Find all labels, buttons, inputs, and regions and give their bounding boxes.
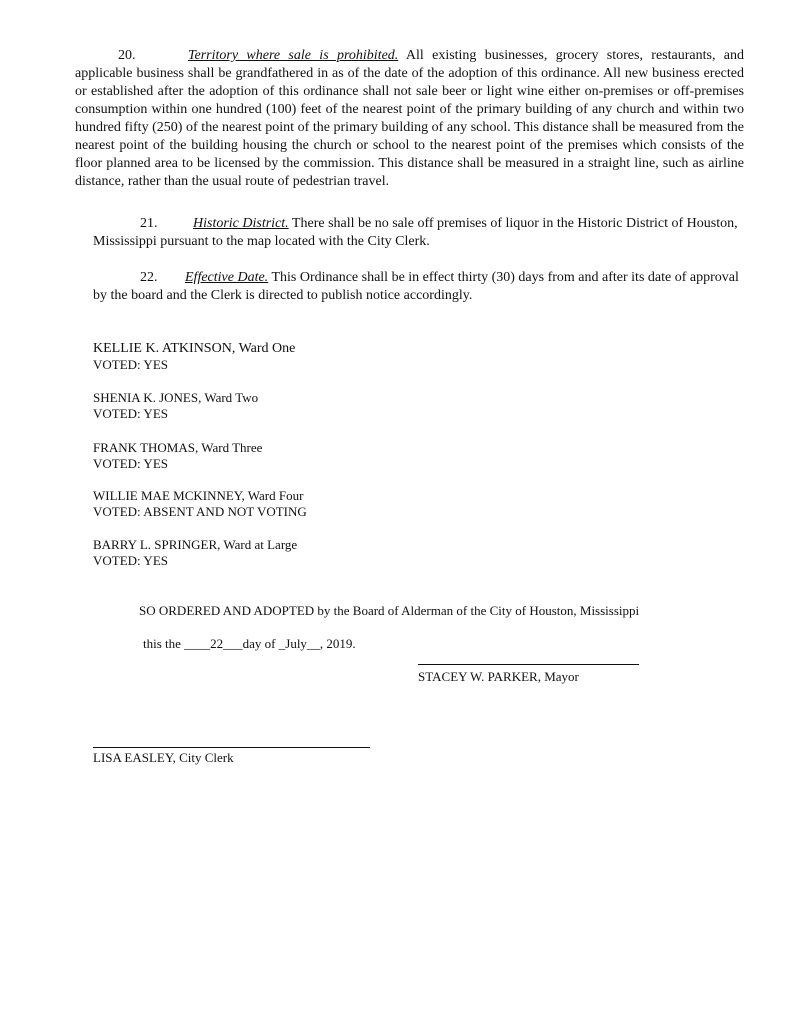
mayor-name: STACEY W. PARKER, Mayor bbox=[418, 669, 579, 684]
section-text: There shall be no sale off premises of liquor in the Historic District of Houston, Mississippi pursuant to the map located with the City Clerk. bbox=[93, 216, 738, 249]
section-heading: Territory where sale is prohibited. bbox=[188, 48, 399, 63]
vote-result: VOTED: ABSENT AND NOT VOTING bbox=[93, 504, 307, 519]
vote-result: VOTED: YES bbox=[93, 553, 168, 568]
vote-result: VOTED: YES bbox=[93, 357, 168, 372]
section-number: 22. bbox=[140, 270, 158, 285]
section-20 bbox=[75, 47, 744, 191]
adoption-date: this the ____22___day of _July__, 2019. bbox=[143, 636, 356, 651]
alderman-name: WILLIE MAE MCKINNEY, Ward Four bbox=[93, 488, 304, 503]
section-heading: Historic District. bbox=[193, 216, 289, 231]
vote-record bbox=[93, 537, 297, 569]
mayor-signature-line bbox=[418, 664, 639, 665]
alderman-name: KELLIE K. ATKINSON, Ward One bbox=[93, 341, 296, 356]
vote-result: VOTED: YES bbox=[93, 406, 168, 421]
clerk-name: LISA EASLEY, City Clerk bbox=[93, 750, 234, 765]
clerk-signature-line bbox=[93, 747, 370, 748]
alderman-name: SHENIA K. JONES, Ward Two bbox=[93, 390, 259, 405]
adoption-statement: SO ORDERED AND ADOPTED by the Board of Alderman of the City of Houston, Mississippi bbox=[139, 603, 640, 618]
section-number: 20. bbox=[118, 48, 136, 63]
vote-result: VOTED: YES bbox=[93, 456, 168, 471]
vote-record bbox=[93, 488, 307, 520]
vote-record bbox=[93, 341, 295, 373]
section-text: All existing businesses, grocery stores, restaurants, and applicable business shall be grandfathered in as of the date of the adoption of this ordinance. All new business erected or established after the adoption of this ordinance shall not sale beer or light wine either on-premises or off-premises consumption within one hundred (100) feet of the nearest point of the primary building of any church and within two hundred fifty (250) of the nearest point of the primary building of any school. This distance shall be measured from the nearest point of the building housing the church or school to the nearest point of the premises which consists of the floor planned area to be licensed by the commission. This distance shall be measured in a straight line, such as airline distance, rather than the usual route of pedestrian travel. bbox=[75, 48, 744, 189]
vote-record bbox=[93, 390, 258, 422]
section-number: 21. bbox=[140, 216, 158, 231]
alderman-name: BARRY L. SPRINGER, Ward at Large bbox=[93, 537, 298, 552]
vote-record bbox=[93, 440, 262, 472]
section-heading: Effective Date. bbox=[185, 270, 269, 285]
section-text: This Ordinance shall be in effect thirty (30) days from and after its date of approval by the board and the Clerk is directed to publish notice accordingly. bbox=[93, 270, 739, 303]
section-21 bbox=[93, 215, 744, 251]
section-22 bbox=[93, 269, 744, 305]
alderman-name: FRANK THOMAS, Ward Three bbox=[93, 440, 263, 455]
